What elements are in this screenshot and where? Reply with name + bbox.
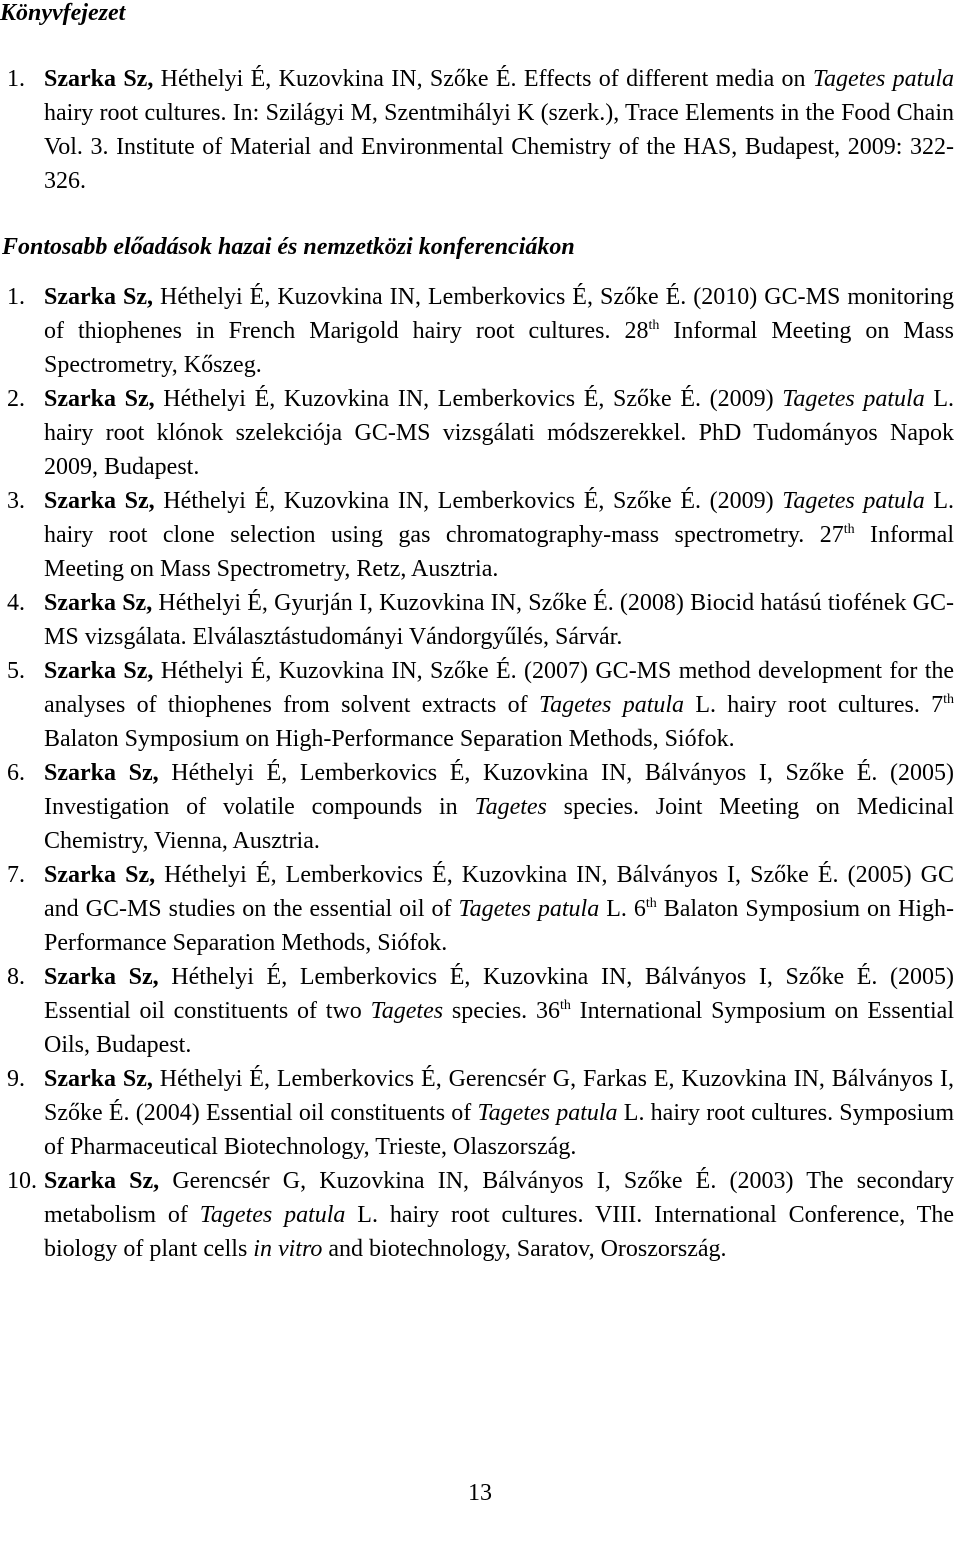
item-text: L. hairy root cultures. 7	[684, 692, 944, 718]
list-item	[0, 484, 960, 586]
item-number: 10.	[7, 1168, 37, 1194]
item-number: 7.	[7, 862, 25, 888]
list-item	[0, 280, 960, 382]
list-item	[0, 858, 960, 960]
item-text: Héthelyi É, Gyurján I, Kuzovkina IN, Szőke É. (2008) Biocid hatású tiofének GC-MS vizsgálata. Elválasztástudományi Vándorgyűlés, Sárvár.	[44, 590, 955, 650]
author-name: Szarka Sz,	[44, 386, 155, 412]
list-item	[0, 62, 960, 198]
item-number: 5.	[7, 658, 25, 684]
species-name: Tagetes patula	[458, 896, 600, 922]
ordinal-suffix: th	[648, 318, 660, 333]
item-text: Héthelyi É, Lemberkovics É, Gerencsér G, Farkas E, Kuzovkina IN, Bálványos I, Szőke É. (2004) Essential oil constituents of	[44, 1066, 954, 1126]
author-name: Szarka Sz,	[44, 488, 155, 514]
item-text: Héthelyi É, Lemberkovics É, Kuzovkina IN, Bálványos I, Szőke É. (2005) Investigation of volatile compounds in	[44, 760, 955, 820]
list-item	[0, 1062, 960, 1164]
item-text: Héthelyi É, Kuzovkina IN, Szőke É. Effects of different media on	[153, 66, 813, 92]
author-name: Szarka Sz,	[44, 760, 159, 786]
item-number: 9.	[7, 1066, 25, 1092]
author-name: Szarka Sz,	[44, 66, 154, 92]
item-text: International Symposium on Essential Oils, Budapest.	[44, 998, 955, 1058]
item-text: species. Joint Meeting on Medicinal Chemistry, Vienna, Ausztria.	[44, 794, 954, 854]
item-number: 8.	[7, 964, 25, 990]
species-name: Tagetes patula	[812, 66, 955, 92]
author-name: Szarka Sz,	[44, 964, 159, 990]
item-number: 3.	[7, 488, 25, 514]
species-name: Tagetes patula	[782, 488, 925, 514]
list-item	[0, 756, 960, 858]
author-name: Szarka Sz,	[44, 284, 154, 310]
list-item	[0, 960, 960, 1062]
item-number: 1.	[7, 66, 25, 92]
page-number: 13	[468, 1480, 492, 1506]
ordinal-suffix: th	[559, 998, 571, 1013]
item-text: Héthelyi É, Lemberkovics É, Kuzovkina IN, Bálványos I, Szőke É. (2005) Essential oil constituents of two	[44, 964, 955, 1024]
list-item	[0, 586, 960, 654]
item-text: species. 36	[443, 998, 560, 1024]
item-text: Gerencsér G, Kuzovkina IN, Bálványos I, Szőke É. (2003) The secondary metabolism of	[44, 1168, 954, 1228]
item-text: Héthelyi É, Kuzovkina IN, Lemberkovics É, Szőke É. (2009)	[154, 488, 783, 514]
item-text: and biotechnology, Saratov, Oroszország.	[322, 1236, 727, 1262]
list-item	[0, 382, 960, 484]
item-text: Héthelyi É, Kuzovkina IN, Szőke É. (2007) GC-MS method development for the analyses of thiophenes from solvent extracts of	[44, 658, 955, 718]
item-text: L. hairy root clone selection using gas chromatography-mass spectrometry. 27	[44, 488, 955, 548]
item-number: 4.	[7, 590, 25, 616]
item-text: Informal Meeting on Mass Spectrometry, Kőszeg.	[44, 318, 954, 378]
item-text: L. hairy root klónok szelekciója GC-MS vizsgálati módszerekkel. PhD Tudományos Napok 2009, Budapest.	[44, 386, 955, 480]
author-name: Szarka Sz,	[44, 862, 156, 888]
italic-term: in vitro	[253, 1236, 323, 1262]
list-item	[0, 654, 960, 756]
ordinal-suffix: th	[843, 522, 855, 537]
item-text: Balaton Symposium on High-Performance Separation Methods, Siófok.	[44, 726, 735, 752]
item-text: Balaton Symposium on High-Performance Separation Methods, Siófok.	[44, 896, 954, 956]
species-name: Tagetes patula	[199, 1202, 346, 1228]
item-text: Héthelyi É, Kuzovkina IN, Lemberkovics É, Szőke É. (2009)	[154, 386, 783, 412]
item-text: Héthelyi É, Kuzovkina IN, Lemberkovics É, Szőke É. (2010) GC-MS monitoring of thiophenes in French Marigold hairy root cultures. 28	[44, 284, 954, 344]
species-name: Tagetes	[370, 998, 444, 1024]
item-text: L. hairy root cultures. VIII. International Conference, The biology of plant cells	[44, 1202, 954, 1262]
author-name: Szarka Sz,	[44, 590, 153, 616]
section-title-book-chapter: Könyvfejezet	[0, 0, 126, 26]
item-number: 1.	[7, 284, 25, 310]
item-number: 2.	[7, 386, 25, 412]
ordinal-suffix: th	[943, 692, 954, 707]
species-name: Tagetes patula	[538, 692, 685, 718]
item-text: Informal Meeting on Mass Spectrometry, Retz, Ausztria.	[44, 522, 954, 582]
book-chapter-list	[0, 62, 960, 198]
author-name: Szarka Sz,	[44, 658, 154, 684]
species-name: Tagetes patula	[782, 386, 925, 412]
section-title-conference-talks: Fontosabb előadások hazai és nemzetközi konferenciákon	[2, 234, 575, 260]
item-text: L. hairy root cultures. Symposium of Pharmaceutical Biotechnology, Trieste, Olaszország.	[44, 1100, 955, 1160]
item-text: hairy root cultures. In: Szilágyi M, Szentmihályi K (szerk.), Trace Elements in the Food Chain Vol. 3. Institute of Material and Environmental Chemistry of the HAS, Budapest, 2009: 322-326.	[44, 100, 954, 194]
author-name: Szarka Sz,	[44, 1168, 160, 1194]
item-text: L. 6	[599, 896, 646, 922]
item-text: Héthelyi É, Lemberkovics É, Kuzovkina IN, Bálványos I, Szőke É. (2005) GC and GC-MS studies on the essential oil of	[44, 862, 954, 922]
item-number: 6.	[7, 760, 25, 786]
species-name: Tagetes	[474, 794, 547, 820]
ordinal-suffix: th	[645, 896, 657, 911]
list-item	[0, 1164, 960, 1266]
author-name: Szarka Sz,	[44, 1066, 153, 1092]
species-name: Tagetes patula	[477, 1100, 618, 1126]
conference-talks-list	[0, 280, 960, 1266]
